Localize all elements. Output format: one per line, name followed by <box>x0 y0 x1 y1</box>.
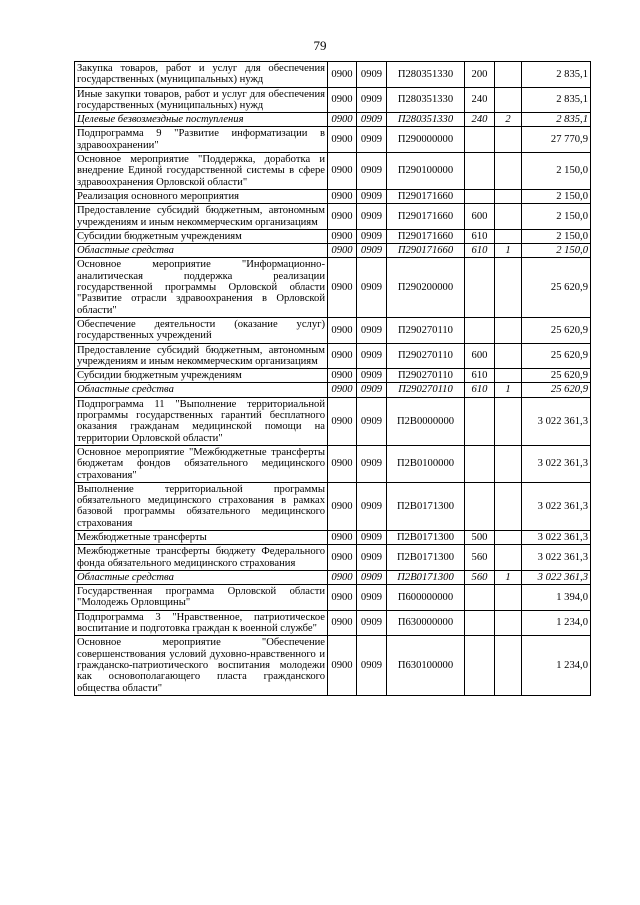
row-pr-code-cell: 0909 <box>357 204 387 230</box>
row-vr-code-cell <box>465 482 495 530</box>
row-pr-code-cell: 0909 <box>357 189 387 203</box>
row-csr-code-cell: П290100000 <box>387 153 465 190</box>
row-csr-code-cell: П290270110 <box>387 369 465 383</box>
table-row <box>75 258 591 317</box>
row-source-code-cell <box>495 445 522 482</box>
row-name-cell: Реализация основного мероприятия <box>75 189 328 203</box>
row-vr-code-cell <box>465 258 495 317</box>
table-row <box>75 229 591 243</box>
table-row <box>75 636 591 695</box>
table-row <box>75 113 591 127</box>
table-row <box>75 62 591 88</box>
row-name-cell: Областные средства <box>75 244 328 258</box>
row-pr-code-cell: 0909 <box>357 343 387 369</box>
row-pr-code-cell: 0909 <box>357 383 387 397</box>
row-name-cell: Закупка товаров, работ и услуг для обеспечения государственных (муниципальных) нужд <box>75 62 328 88</box>
row-csr-code-cell: П630000000 <box>387 610 465 636</box>
budget-table <box>74 61 591 696</box>
table-row <box>75 317 591 343</box>
row-sum-cell: 3 022 361,3 <box>522 570 591 584</box>
row-vr-code-cell <box>465 317 495 343</box>
row-vr-code-cell: 200 <box>465 62 495 88</box>
table-row <box>75 383 591 397</box>
row-name-cell: Областные средства <box>75 570 328 584</box>
row-name-cell: Предоставление субсидий бюджетным, автономным учреждениям и иным некоммерческим организациям <box>75 343 328 369</box>
row-sum-cell: 2 150,0 <box>522 204 591 230</box>
row-vr-code-cell: 610 <box>465 383 495 397</box>
row-source-code-cell <box>495 204 522 230</box>
row-source-code-cell <box>495 189 522 203</box>
row-gr-code-cell: 0900 <box>328 62 357 88</box>
row-gr-code-cell: 0900 <box>328 482 357 530</box>
row-name-cell: Предоставление субсидий бюджетным, автономным учреждениям и иным некоммерческим организациям <box>75 204 328 230</box>
row-sum-cell: 2 150,0 <box>522 189 591 203</box>
row-csr-code-cell: П290171660 <box>387 204 465 230</box>
row-vr-code-cell: 610 <box>465 244 495 258</box>
row-vr-code-cell: 600 <box>465 343 495 369</box>
row-pr-code-cell: 0909 <box>357 127 387 153</box>
row-pr-code-cell: 0909 <box>357 530 387 544</box>
row-gr-code-cell: 0900 <box>328 343 357 369</box>
row-pr-code-cell: 0909 <box>357 397 387 445</box>
row-pr-code-cell: 0909 <box>357 636 387 695</box>
table-row <box>75 445 591 482</box>
row-gr-code-cell: 0900 <box>328 545 357 571</box>
row-csr-code-cell: П2В0100000 <box>387 445 465 482</box>
row-gr-code-cell: 0900 <box>328 369 357 383</box>
row-sum-cell: 25 620,9 <box>522 343 591 369</box>
row-vr-code-cell <box>465 585 495 611</box>
row-gr-code-cell: 0900 <box>328 585 357 611</box>
row-source-code-cell <box>495 258 522 317</box>
row-name-cell: Подпрограмма 9 "Развитие информатизации в здравоохранении" <box>75 127 328 153</box>
row-csr-code-cell: П280351330 <box>387 62 465 88</box>
row-source-code-cell <box>495 343 522 369</box>
table-row <box>75 570 591 584</box>
row-csr-code-cell: П290200000 <box>387 258 465 317</box>
row-pr-code-cell: 0909 <box>357 113 387 127</box>
table-row <box>75 153 591 190</box>
row-sum-cell: 3 022 361,3 <box>522 545 591 571</box>
row-vr-code-cell: 560 <box>465 570 495 584</box>
row-gr-code-cell: 0900 <box>328 229 357 243</box>
table-row <box>75 585 591 611</box>
row-sum-cell: 25 620,9 <box>522 317 591 343</box>
row-sum-cell: 27 770,9 <box>522 127 591 153</box>
row-vr-code-cell <box>465 189 495 203</box>
row-sum-cell: 3 022 361,3 <box>522 482 591 530</box>
table-row <box>75 189 591 203</box>
row-source-code-cell <box>495 636 522 695</box>
row-source-code-cell <box>495 545 522 571</box>
row-gr-code-cell: 0900 <box>328 383 357 397</box>
row-pr-code-cell: 0909 <box>357 317 387 343</box>
row-csr-code-cell: П600000000 <box>387 585 465 611</box>
table-row <box>75 397 591 445</box>
row-gr-code-cell: 0900 <box>328 113 357 127</box>
row-csr-code-cell: П290171660 <box>387 244 465 258</box>
row-name-cell: Подпрограмма 11 "Выполнение территориальной программы государственных гарантий бесплатного оказания гражданам медицинской помощи на территории Орловской области" <box>75 397 328 445</box>
row-name-cell: Областные средства <box>75 383 328 397</box>
row-source-code-cell <box>495 585 522 611</box>
row-pr-code-cell: 0909 <box>357 369 387 383</box>
row-gr-code-cell: 0900 <box>328 87 357 113</box>
row-sum-cell: 25 620,9 <box>522 258 591 317</box>
table-row <box>75 482 591 530</box>
row-sum-cell: 25 620,9 <box>522 383 591 397</box>
row-vr-code-cell <box>465 153 495 190</box>
row-sum-cell: 3 022 361,3 <box>522 397 591 445</box>
row-gr-code-cell: 0900 <box>328 189 357 203</box>
row-pr-code-cell: 0909 <box>357 244 387 258</box>
row-gr-code-cell: 0900 <box>328 636 357 695</box>
row-csr-code-cell: П290270110 <box>387 383 465 397</box>
row-name-cell: Субсидии бюджетным учреждениям <box>75 229 328 243</box>
row-name-cell: Основное мероприятие "Поддержка, доработка и внедрение Единой государственной системы в сфере здравоохранения Орловской области" <box>75 153 328 190</box>
row-vr-code-cell: 600 <box>465 204 495 230</box>
row-gr-code-cell: 0900 <box>328 530 357 544</box>
row-name-cell: Обеспечение деятельности (оказание услуг) государственных учреждений <box>75 317 328 343</box>
row-pr-code-cell: 0909 <box>357 445 387 482</box>
row-sum-cell: 1 234,0 <box>522 636 591 695</box>
table-row <box>75 530 591 544</box>
row-vr-code-cell <box>465 636 495 695</box>
table-row <box>75 87 591 113</box>
row-name-cell: Основное мероприятие "Межбюджетные трансферты бюджетам фондов обязательного медицинского страхования" <box>75 445 328 482</box>
row-source-code-cell <box>495 610 522 636</box>
row-pr-code-cell: 0909 <box>357 545 387 571</box>
row-source-code-cell: 2 <box>495 113 522 127</box>
row-pr-code-cell: 0909 <box>357 87 387 113</box>
table-row <box>75 127 591 153</box>
row-name-cell: Субсидии бюджетным учреждениям <box>75 369 328 383</box>
row-source-code-cell <box>495 87 522 113</box>
row-csr-code-cell: П290270110 <box>387 343 465 369</box>
row-vr-code-cell: 560 <box>465 545 495 571</box>
row-source-code-cell <box>495 62 522 88</box>
row-gr-code-cell: 0900 <box>328 397 357 445</box>
row-csr-code-cell: П2В0171300 <box>387 482 465 530</box>
row-pr-code-cell: 0909 <box>357 585 387 611</box>
row-source-code-cell: 1 <box>495 570 522 584</box>
row-vr-code-cell <box>465 127 495 153</box>
row-source-code-cell <box>495 369 522 383</box>
row-source-code-cell: 1 <box>495 244 522 258</box>
row-gr-code-cell: 0900 <box>328 445 357 482</box>
row-pr-code-cell: 0909 <box>357 153 387 190</box>
row-name-cell: Иные закупки товаров, работ и услуг для обеспечения государственных (муниципальных) нужд <box>75 87 328 113</box>
row-name-cell: Основное мероприятие "Информационно-аналитическая поддержка реализации государственной программы Орловской области "Развитие отрасли здравоохранения в Орловской области" <box>75 258 328 317</box>
row-sum-cell: 3 022 361,3 <box>522 445 591 482</box>
row-gr-code-cell: 0900 <box>328 610 357 636</box>
table-row <box>75 343 591 369</box>
row-csr-code-cell: П280351330 <box>387 87 465 113</box>
row-name-cell: Государственная программа Орловской области "Молодежь Орловщины" <box>75 585 328 611</box>
table-row <box>75 610 591 636</box>
row-source-code-cell <box>495 229 522 243</box>
row-csr-code-cell: П290270110 <box>387 317 465 343</box>
row-pr-code-cell: 0909 <box>357 258 387 317</box>
row-name-cell: Целевые безвозмездные поступления <box>75 113 328 127</box>
row-vr-code-cell: 500 <box>465 530 495 544</box>
row-source-code-cell <box>495 153 522 190</box>
row-source-code-cell <box>495 530 522 544</box>
row-vr-code-cell <box>465 610 495 636</box>
row-sum-cell: 1 234,0 <box>522 610 591 636</box>
row-sum-cell: 3 022 361,3 <box>522 530 591 544</box>
row-sum-cell: 2 835,1 <box>522 87 591 113</box>
row-vr-code-cell <box>465 397 495 445</box>
row-vr-code-cell: 610 <box>465 369 495 383</box>
page-number: 79 <box>313 38 327 53</box>
row-gr-code-cell: 0900 <box>328 570 357 584</box>
row-source-code-cell: 1 <box>495 383 522 397</box>
row-source-code-cell <box>495 317 522 343</box>
row-name-cell: Межбюджетные трансферты бюджету Федерального фонда обязательного медицинского страхования <box>75 545 328 571</box>
row-source-code-cell <box>495 397 522 445</box>
row-gr-code-cell: 0900 <box>328 258 357 317</box>
row-gr-code-cell: 0900 <box>328 317 357 343</box>
row-name-cell: Основное мероприятие "Обеспечение совершенствования условий духовно-нравственного и гражданско-патриотического воспитания молодежи как основополагающего пласта гражданского общества области" <box>75 636 328 695</box>
row-csr-code-cell: П290171660 <box>387 189 465 203</box>
row-csr-code-cell: П290000000 <box>387 127 465 153</box>
row-csr-code-cell: П2В0171300 <box>387 570 465 584</box>
row-pr-code-cell: 0909 <box>357 482 387 530</box>
row-csr-code-cell: П280351330 <box>387 113 465 127</box>
row-sum-cell: 2 835,1 <box>522 62 591 88</box>
row-csr-code-cell: П2В0000000 <box>387 397 465 445</box>
row-gr-code-cell: 0900 <box>328 153 357 190</box>
row-gr-code-cell: 0900 <box>328 127 357 153</box>
row-pr-code-cell: 0909 <box>357 570 387 584</box>
row-csr-code-cell: П630100000 <box>387 636 465 695</box>
row-sum-cell: 2 835,1 <box>522 113 591 127</box>
table-row <box>75 369 591 383</box>
row-vr-code-cell <box>465 445 495 482</box>
row-pr-code-cell: 0909 <box>357 610 387 636</box>
row-sum-cell: 2 150,0 <box>522 153 591 190</box>
row-sum-cell: 2 150,0 <box>522 244 591 258</box>
row-csr-code-cell: П2В0171300 <box>387 530 465 544</box>
row-vr-code-cell: 240 <box>465 113 495 127</box>
table-row <box>75 545 591 571</box>
row-gr-code-cell: 0900 <box>328 244 357 258</box>
row-sum-cell: 1 394,0 <box>522 585 591 611</box>
row-vr-code-cell: 610 <box>465 229 495 243</box>
table-body <box>75 62 591 696</box>
row-name-cell: Подпрограмма 3 "Нравственное, патриотическое воспитание и подготовка граждан к военной службе" <box>75 610 328 636</box>
row-vr-code-cell: 240 <box>465 87 495 113</box>
table-row <box>75 204 591 230</box>
row-name-cell: Межбюджетные трансферты <box>75 530 328 544</box>
row-pr-code-cell: 0909 <box>357 62 387 88</box>
row-sum-cell: 25 620,9 <box>522 369 591 383</box>
row-gr-code-cell: 0900 <box>328 204 357 230</box>
row-source-code-cell <box>495 127 522 153</box>
row-csr-code-cell: П290171660 <box>387 229 465 243</box>
row-name-cell: Выполнение территориальной программы обязательного медицинского страхования в рамках базовой программы обязательного медицинского страхования <box>75 482 328 530</box>
row-pr-code-cell: 0909 <box>357 229 387 243</box>
row-csr-code-cell: П2В0171300 <box>387 545 465 571</box>
row-sum-cell: 2 150,0 <box>522 229 591 243</box>
table-row <box>75 244 591 258</box>
row-source-code-cell <box>495 482 522 530</box>
